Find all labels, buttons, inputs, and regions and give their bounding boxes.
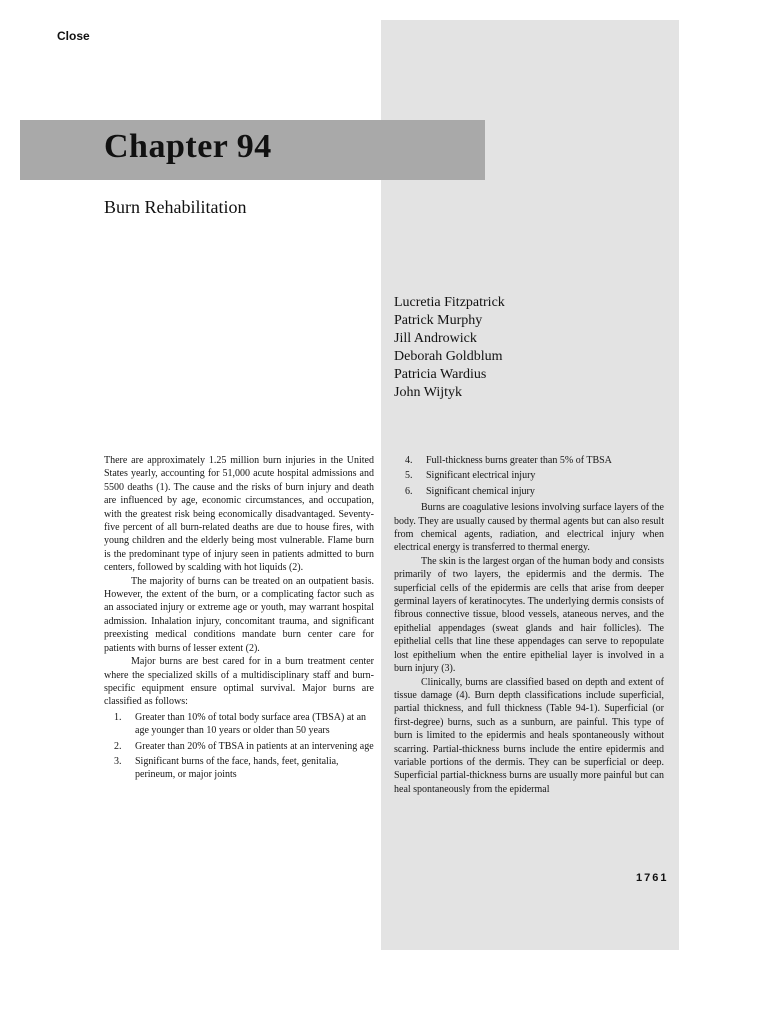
major-burn-criteria-list (104, 711, 374, 782)
paragraph: Burns are coagulative lesions involving surface layers of the body. They are usually caused by thermal agents but can also result from chemical agents, radiation, and electrical injury when electrical energy is transferred to thermal energy. (394, 502, 664, 554)
paragraph: Clinically, burns are classified based on depth and extent of tissue damage (4). Burn depth classifications include superficial, partial thickness, and full thickness (Table 94-1). Superficial (or first-degree) burns, such as a sunburn, are painful. This type of burn is limited to the epidermis and heals spontaneously without scarring. Partial-thickness burns include the entire epidermis and variable portions of the dermis. They can be superficial or deep. Superficial partial-thickness burns are usually more painful but can heal spontaneously from the epidermal (394, 676, 664, 795)
paragraph: The skin is the largest organ of the human body and consists primarily of two layers, the epidermis and the dermis. The superficial cells of the epidermis are cells that arise from deeper germinal layers of keratinocytes. The underlying dermis consists of fibrous connective tissue, blood vessels, ataneous nerves, and the epithelial appendages (sweat glands and hair follicles). The epithelial cells that line these appendages can serve to repopulate lost epithelium when the entire epithelial layer is involved in a burn injury (3). (394, 555, 664, 675)
chapter-title: Chapter 94 (104, 128, 272, 165)
list-number: 4. (405, 455, 413, 466)
list-number: 5. (405, 470, 413, 482)
chapter-subtitle: Burn Rehabilitation (104, 197, 247, 217)
author-name: Patricia Wardius (394, 367, 487, 382)
list-text: Full-thickness burns greater than 5% of TBSA (426, 455, 612, 466)
list-item (394, 469, 664, 482)
author-name: Deborah Goldblum (394, 349, 503, 364)
paragraph: Major burns are best cared for in a burn treatment center where the specialized skills of a multidisciplinary staff and burn-specific equipment ensure optimal survival. Major burns are classified as follows: (104, 656, 374, 708)
list-number: 6. (405, 485, 413, 497)
page-number: 1761 (636, 872, 669, 884)
author-name: Jill Androwick (394, 331, 477, 346)
author-name: Lucretia Fitzpatrick (394, 295, 505, 310)
list-text: Significant burns of the face, hands, feet, genitalia, perineum, or major joints (135, 755, 339, 781)
list-item (394, 454, 664, 467)
list-item (104, 711, 374, 738)
list-item (104, 755, 374, 782)
body-column-left (104, 454, 374, 784)
list-text: Greater than 20% of TBSA in patients at an intervening age (135, 740, 374, 752)
paragraph: The majority of burns can be treated on an outpatient basis. However, the extent of the burn, or a complicating factor such as an associated injury or extreme age or youth, may warrant hospital admission. Inhalation injury, concomitant trauma, and significant preexisting medical conditions mandate burn center care for patients with burns of lesser extent (2). (104, 575, 374, 654)
close-button[interactable]: Close (57, 29, 90, 43)
list-number: 2. (114, 740, 122, 752)
author-name: Patrick Murphy (394, 313, 483, 328)
list-item (104, 740, 374, 753)
author-list (394, 294, 505, 402)
list-number: 3. (114, 755, 122, 767)
major-burn-criteria-list-continued (394, 454, 664, 498)
list-number: 1. (114, 711, 122, 723)
list-text: Significant chemical injury (426, 485, 535, 497)
list-text: Significant electrical injury (426, 470, 536, 482)
list-item (394, 485, 664, 498)
body-column-right (394, 454, 664, 796)
author-name: John Wijtyk (394, 385, 463, 400)
paragraph: There are approximately 1.25 million burn injuries in the United States yearly, accounting for 51,000 acute hospital admissions and 5500 deaths (1). The cause and the risks of burn injury and death are influenced by age, economic circumstances, and occupation, with the greatest risk being economically disadvantaged. Seventy-five percent of all burn-related deaths are due to house fires, with young children and the elderly being most vulnerable. Flame burn is the predominant type of injury seen in patients admitted to burn centers, followed by scalding with hot liquids (2). (104, 455, 374, 574)
list-text: Greater than 10% of total body surface area (TBSA) at an age younger than 10 years or older than 50 years (135, 711, 367, 737)
